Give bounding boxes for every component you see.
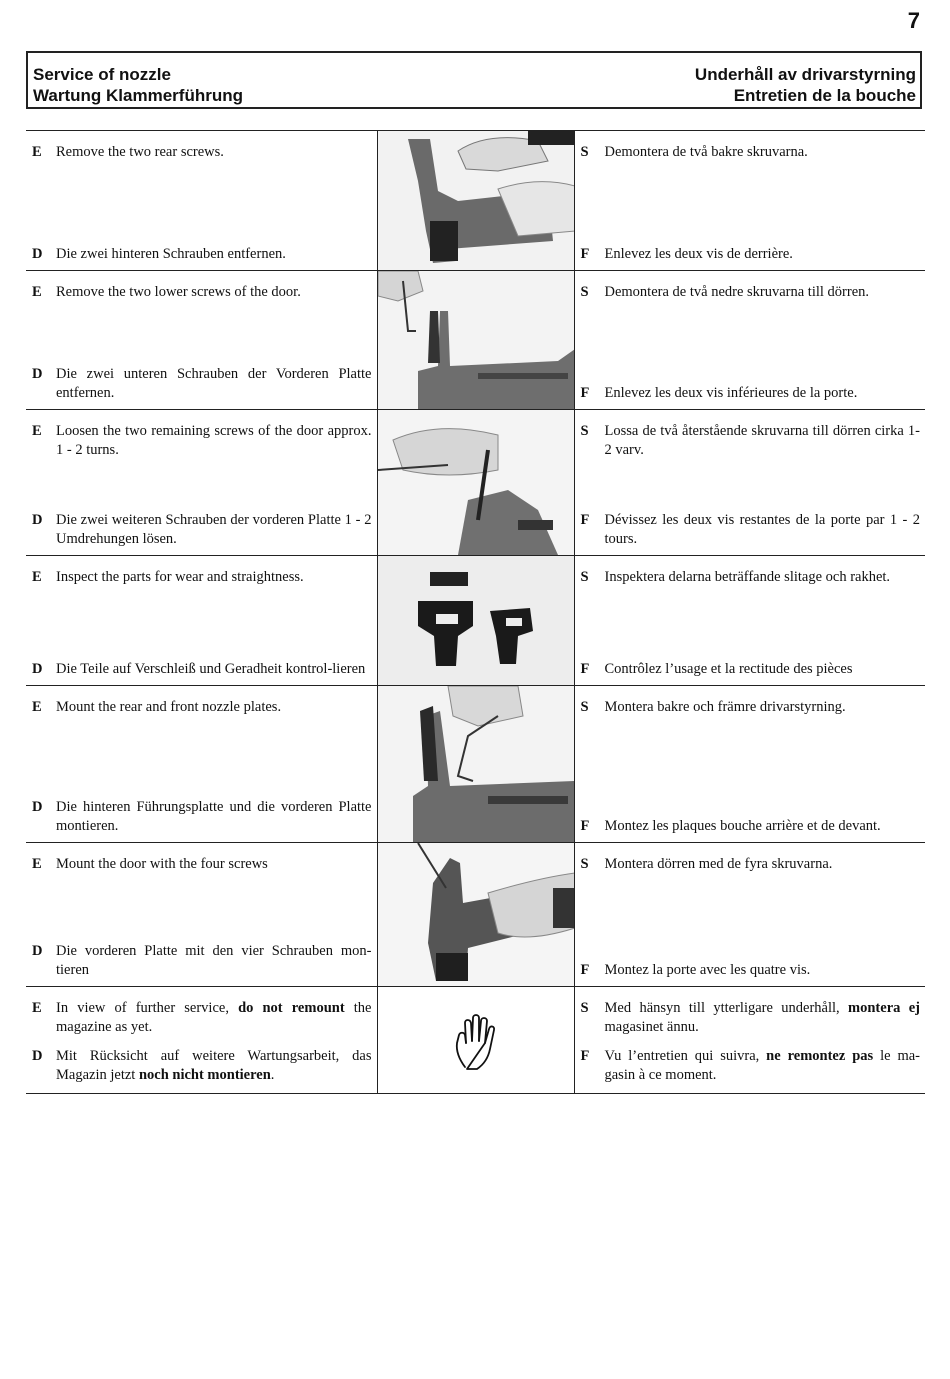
instruction-row — [26, 843, 925, 987]
step-photo-loosen-screws — [377, 410, 574, 556]
right-text-cell — [574, 686, 925, 843]
header-right — [695, 64, 916, 106]
left-text-cell — [26, 843, 377, 987]
step-photo-mount-nozzle-plates — [377, 686, 574, 843]
right-text-cell — [574, 843, 925, 987]
english-instruction: E Loosen the two remaining screws of the door approx. 1 - 2 turns. — [32, 423, 372, 458]
right-text-cell — [574, 556, 925, 686]
french-instruction: F Montez les plaques bouche arrière et de devant. — [580, 818, 881, 834]
french-warning: F Vu l’entretien qui suivra, ne remontez pas le ma-gasin à ce moment. — [580, 1048, 920, 1083]
swedish-instruction: S Inspektera delarna beträffande slitage och rakhet. — [580, 569, 891, 585]
instruction-row — [26, 271, 925, 410]
instruction-row — [26, 131, 925, 271]
german-instruction: D Die Teile auf Verschleiß und Geradheit kontrol-lieren — [32, 661, 366, 677]
step-photo-mount-door — [377, 843, 574, 987]
english-instruction: E Remove the two rear screws. — [32, 144, 224, 160]
page-header — [26, 51, 922, 109]
french-instruction: F Contrôlez l’usage et la rectitude des pièces — [580, 661, 853, 677]
header-title-german: Wartung Klammerführung — [33, 86, 243, 105]
french-instruction: F Montez la porte avec les quatre vis. — [580, 962, 811, 978]
german-instruction: D Die vorderen Platte mit den vier Schrauben mon-tieren — [32, 943, 372, 978]
french-instruction: F Enlevez les deux vis de derrière. — [580, 246, 793, 262]
english-instruction: E Mount the door with the four screws — [32, 856, 268, 872]
header-title-english: Service of nozzle — [33, 65, 171, 84]
page-number: 7 — [907, 8, 920, 33]
hand-stop-icon — [378, 987, 575, 1093]
warning-icon-cell — [377, 987, 574, 1094]
english-instruction: E Remove the two lower screws of the door. — [32, 284, 301, 300]
english-instruction: E Inspect the parts for wear and straightness. — [32, 569, 304, 585]
instruction-table — [26, 130, 925, 1094]
swedish-instruction: S Demontera de två bakre skruvarna. — [580, 144, 808, 160]
header-left — [33, 64, 243, 106]
right-text-cell — [574, 131, 925, 271]
french-instruction: F Dévissez les deux vis restantes de la porte par 1 - 2 tours. — [580, 512, 920, 547]
left-text-cell — [26, 271, 377, 410]
header-title-swedish: Underhåll av drivarstyrning — [694, 65, 916, 84]
swedish-instruction: S Demontera de två nedre skruvarna till dörren. — [580, 284, 870, 300]
step-photo-rear-screws — [377, 131, 574, 271]
german-instruction: D Die zwei unteren Schrauben der Vorderen Platte entfernen. — [32, 366, 372, 401]
swedish-instruction: S Montera bakre och främre drivarstyrning. — [580, 699, 846, 715]
step-photo-inspect-parts — [377, 556, 574, 686]
step-photo-lower-door-screws — [377, 271, 574, 410]
instruction-row — [26, 410, 925, 556]
left-text-cell — [26, 987, 377, 1094]
left-text-cell — [26, 410, 377, 556]
german-warning: D Mit Rücksicht auf weitere Wartungsarbeit, das Magazin jetzt noch nicht montieren. — [32, 1048, 372, 1083]
german-instruction: D Die zwei hinteren Schrauben entfernen. — [32, 246, 286, 262]
header-title-french: Entretien de la bouche — [733, 86, 916, 105]
left-text-cell — [26, 131, 377, 271]
swedish-warning: S Med hänsyn till ytterligare underhåll, montera ej magasinet ännu. — [580, 1000, 920, 1035]
english-warning: E In view of further service, do not remount the magazine as yet. — [32, 1000, 372, 1035]
instruction-row — [26, 686, 925, 843]
english-instruction: E Mount the rear and front nozzle plates. — [32, 699, 282, 715]
french-instruction: F Enlevez les deux vis inférieures de la porte. — [580, 385, 858, 401]
instruction-row — [26, 556, 925, 686]
right-text-cell — [574, 271, 925, 410]
warning-row — [26, 987, 925, 1094]
swedish-instruction: S Lossa de två återstående skruvarna till dörren cirka 1-2 varv. — [580, 423, 920, 458]
german-instruction: D Die zwei weiteren Schrauben der vorderen Platte 1 - 2 Umdrehungen lösen. — [32, 512, 372, 547]
right-text-cell — [574, 987, 925, 1094]
right-text-cell — [574, 410, 925, 556]
left-text-cell — [26, 556, 377, 686]
swedish-instruction: S Montera dörren med de fyra skruvarna. — [580, 856, 833, 872]
german-instruction: D Die hinteren Führungsplatte und die vorderen Platte montieren. — [32, 799, 372, 834]
left-text-cell — [26, 686, 377, 843]
